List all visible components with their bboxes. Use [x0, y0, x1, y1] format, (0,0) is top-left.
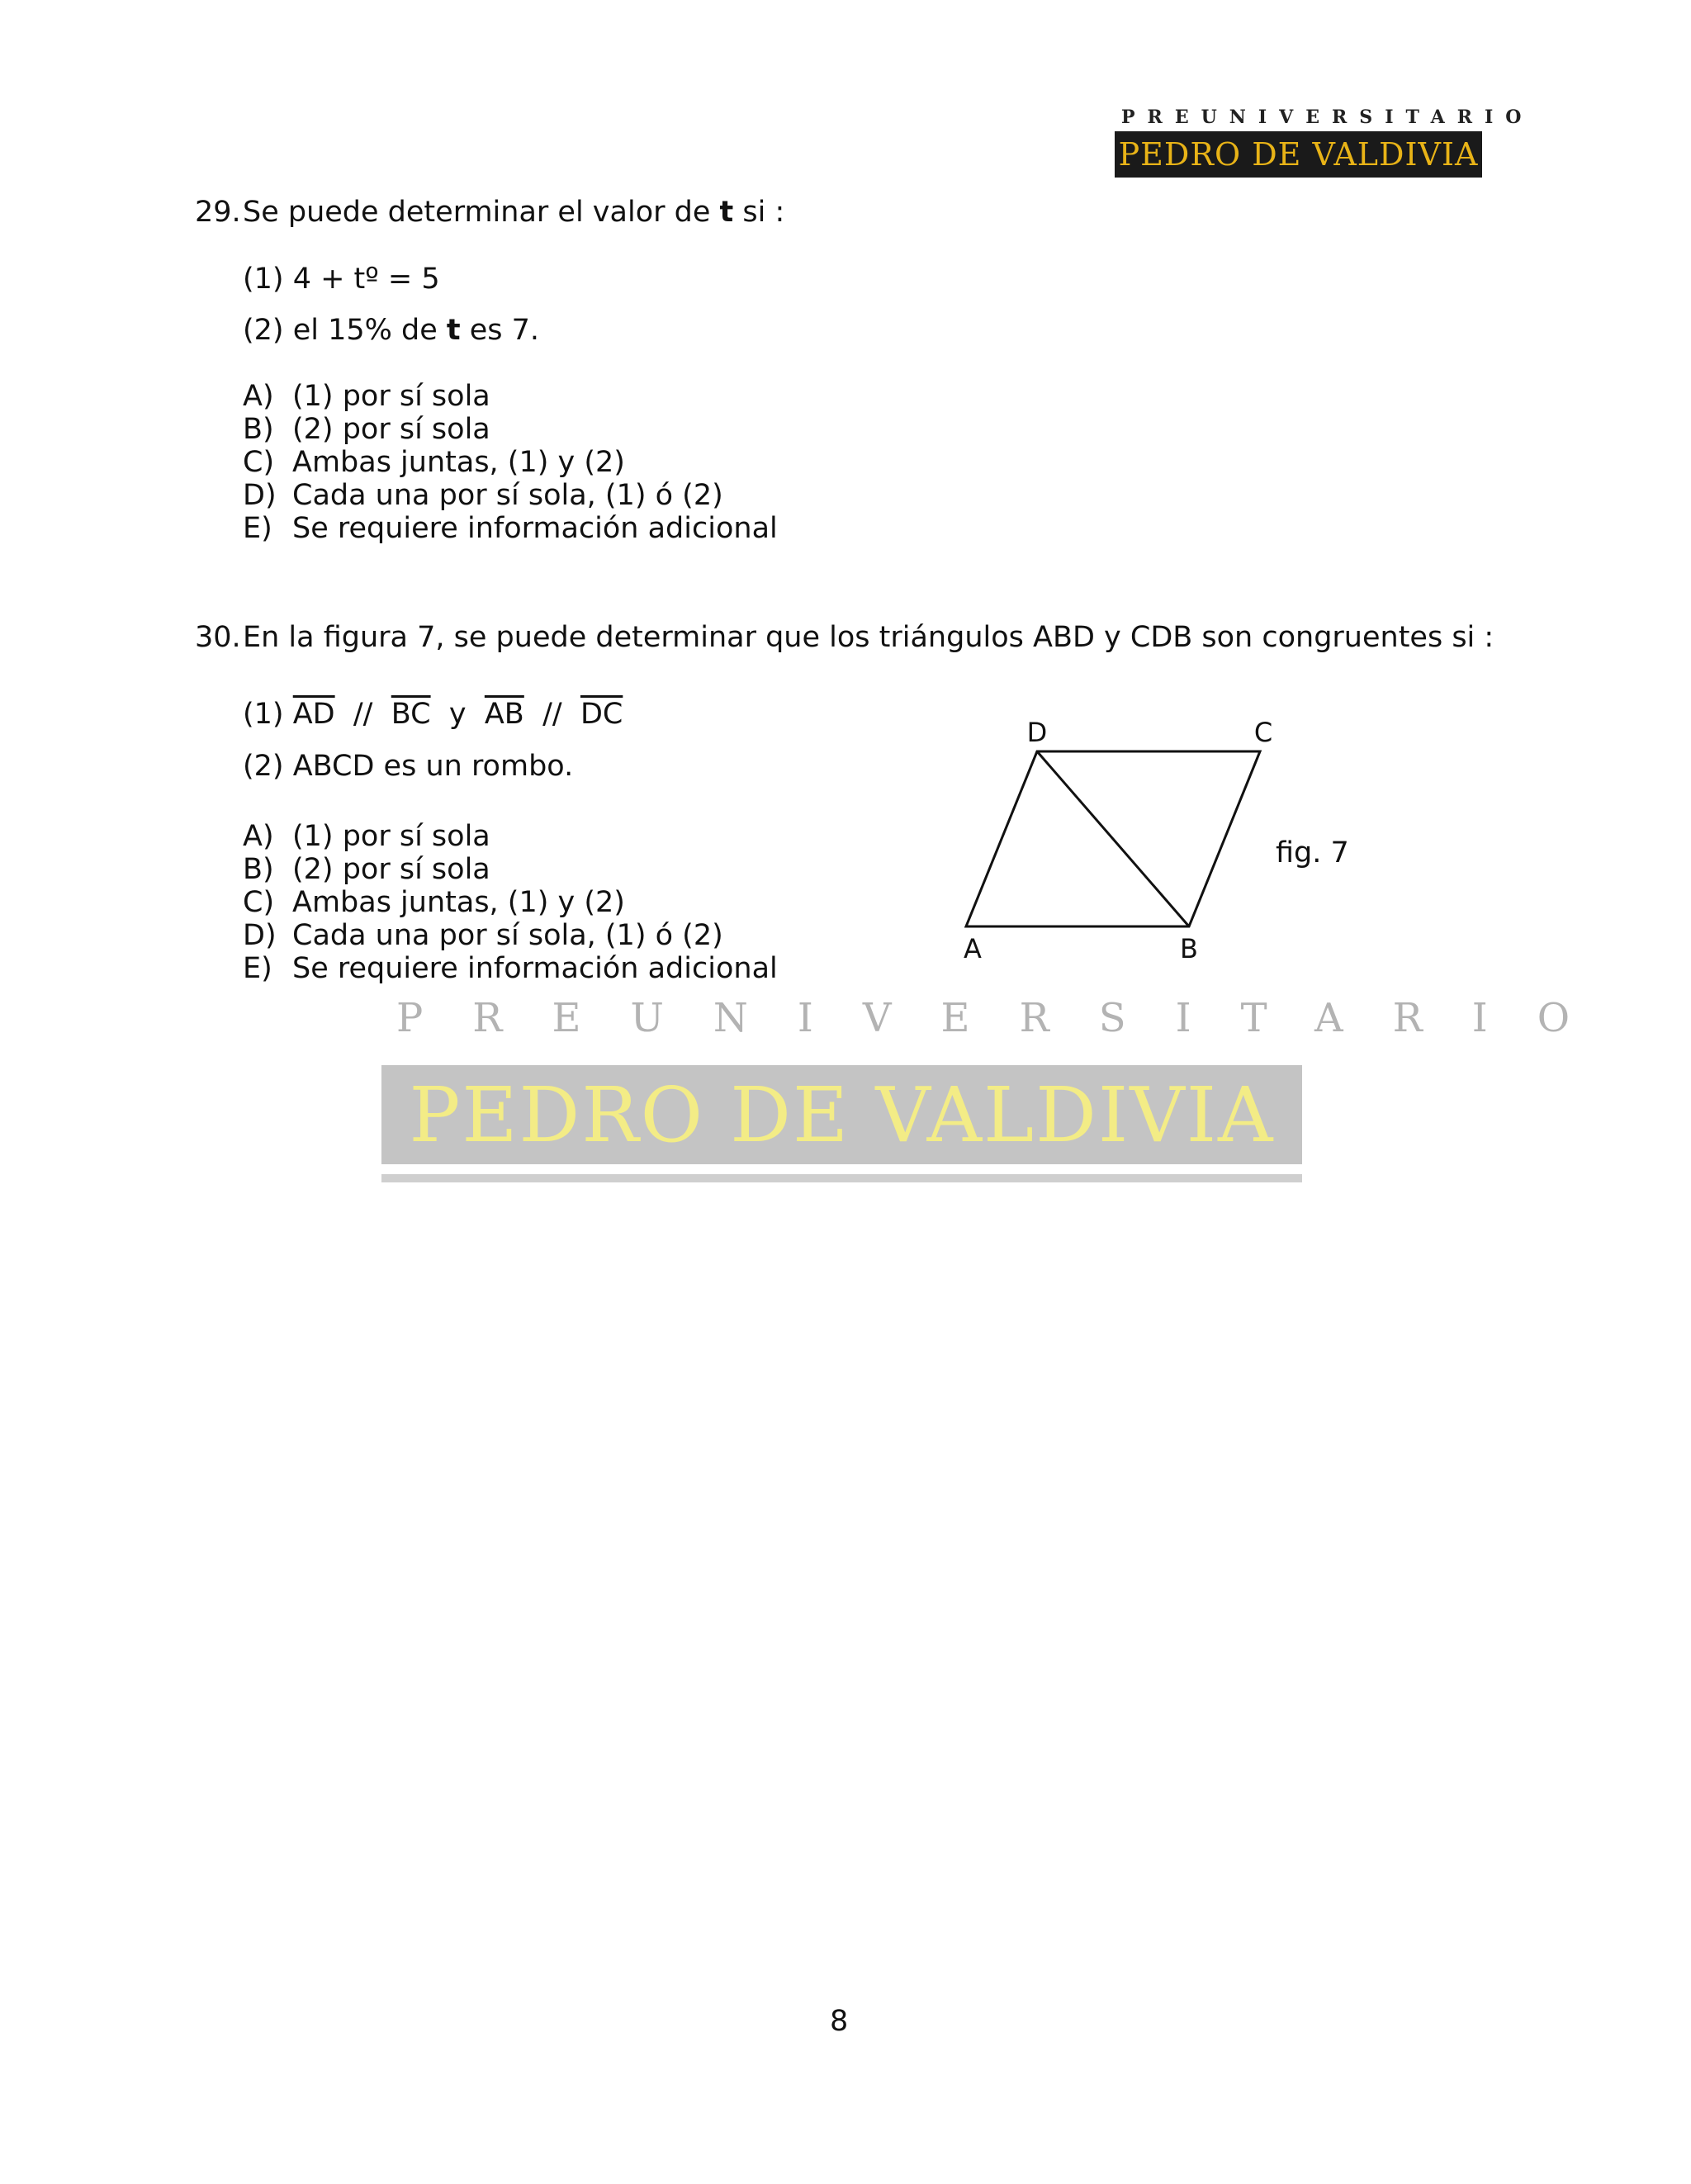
q29-option-b — [243, 413, 274, 446]
header-logo — [1115, 103, 1534, 178]
segment-bc: $\overline{BC}$ — [391, 698, 431, 731]
q30-option-a-text: (1) por sí sola — [292, 820, 490, 853]
option-letter: C) — [243, 446, 275, 479]
q29-number: 29. — [195, 196, 241, 229]
q29-stem — [243, 196, 784, 229]
q29-option-c — [243, 446, 274, 479]
header-logo-box — [1115, 131, 1482, 178]
option-letter: A) — [243, 820, 274, 853]
diagonal-db — [1037, 751, 1189, 926]
q30-option-c-text: Ambas juntas, (1) y (2) — [292, 886, 625, 919]
option-letter: C) — [243, 886, 275, 919]
vertex-label-b: B — [1180, 933, 1198, 964]
q29-option-b-text: (2) por sí sola — [292, 413, 490, 446]
segment-dc: $\overline{DC}$ — [580, 698, 623, 731]
watermark-subtitle: PREUNIVERSITARIO — [396, 995, 1620, 1041]
q30-option-e-text: Se requiere información adicional — [292, 952, 778, 985]
watermark-box — [381, 1065, 1302, 1164]
q29-option-a — [243, 380, 274, 413]
q29-stem-text: Se puede determinar el valor de — [243, 196, 720, 229]
option-letter: A) — [243, 380, 274, 413]
q29-stem-end: si : — [733, 196, 785, 229]
q29-option-e-text: Se requiere información adicional — [292, 512, 778, 545]
vertex-label-a: A — [964, 933, 982, 964]
vertex-label-c: C — [1253, 717, 1273, 748]
q30-option-a — [243, 820, 274, 853]
conjunction: y — [448, 698, 467, 731]
q30-number: 30. — [195, 621, 241, 654]
q29-statement-2-variable: t — [446, 314, 461, 347]
segment-ab: $\overline{AB}$ — [484, 698, 524, 731]
option-letter: E) — [243, 512, 272, 545]
q30-option-b — [243, 853, 274, 886]
q29-option-d-text: Cada una por sí sola, (1) ó (2) — [292, 479, 723, 512]
option-letter: E) — [243, 952, 272, 985]
header-logo-title: PEDRO DE VALDIVIA — [1118, 136, 1479, 173]
figure-7-caption: fig. 7 — [1276, 836, 1349, 869]
header-logo-subtitle: PREUNIVERSITARIO — [1121, 107, 1534, 128]
q30-statement-2: (2) ABCD es un rombo. — [243, 750, 574, 783]
q29-option-e — [243, 512, 272, 545]
q29-stem-variable: t — [719, 196, 734, 229]
q30-stem: En la figura 7, se puede determinar que los triángulos ABD y CDB son congruentes si : — [243, 621, 1494, 654]
option-letter: D) — [243, 919, 277, 952]
vertex-label-d: D — [1026, 717, 1048, 748]
q30-option-d-text: Cada una por sí sola, (1) ó (2) — [292, 919, 723, 952]
q29-option-a-text: (1) por sí sola — [292, 380, 490, 413]
q30-option-b-text: (2) por sí sola — [292, 853, 490, 886]
q30-option-c — [243, 886, 274, 919]
q30-statement-1 — [243, 698, 623, 731]
q29-option-d — [243, 479, 277, 512]
q29-statement-1: (1) 4 + tº = 5 — [243, 263, 440, 296]
watermark-title: PEDRO DE VALDIVIA — [409, 1070, 1275, 1159]
q30-option-e — [243, 952, 272, 985]
option-letter: D) — [243, 479, 277, 512]
q29-statement-2-end: es 7. — [460, 314, 540, 347]
parallel-symbol: // — [542, 698, 562, 731]
watermark-underline — [381, 1174, 1302, 1182]
page-number: 8 — [830, 2005, 849, 2038]
q30-statement-1-label: (1) — [243, 698, 284, 731]
segment-ad: $\overline{AD}$ — [292, 698, 335, 731]
option-letter: B) — [243, 853, 274, 886]
q29-statement-2 — [243, 314, 539, 347]
q29-statement-2-text: (2) el 15% de — [243, 314, 447, 347]
option-letter: B) — [243, 413, 274, 446]
parallel-symbol: // — [353, 698, 373, 731]
q29-option-c-text: Ambas juntas, (1) y (2) — [292, 446, 625, 479]
q30-option-d — [243, 919, 277, 952]
